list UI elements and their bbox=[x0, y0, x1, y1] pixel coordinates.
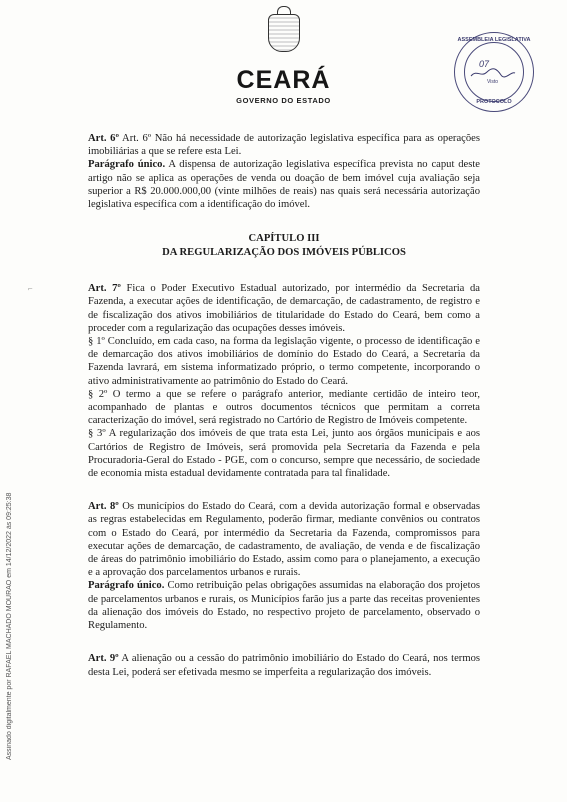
article-7-paragraph-2: § 2º O termo a que se refere o parágrafo anterior, mediante certidão de inteiro teor, acompanhado de plantas e outros documentos técnicos que permitam a correta caracterização do imóvel, será registrado no Cartório de Registro de Imóveis competente. bbox=[88, 388, 480, 427]
article-9-label: Art. 9º bbox=[88, 653, 119, 665]
article-6 bbox=[88, 132, 480, 158]
paragrafo-label: Parágrafo único. bbox=[88, 159, 166, 171]
paragrafo-text: Como retribuição pelas obrigações assumidas na elaboração dos projetos de parcelamentos urbanos e rurais, os Municípios farão jus a parte das receitas provenientes da alienação dos imóveis do Estado, no respectivo projeto de parcelamento, observado o Regulamento. bbox=[88, 580, 480, 632]
digital-signature-note: Assinado digitalmente por RAFAEL MACHADO MOURAO em 14/12/2022 às 09:25:38 bbox=[6, 492, 13, 760]
state-name: CEARÁ bbox=[236, 66, 331, 94]
article-7-text: Fica o Poder Executivo Estadual autorizado, por intermédio da Secretaria da Fazenda, a executar ações de identificação, de demarcação, de cadastramento, de registro e de fiscalização dos ativos imobiliários de titularidade do Estado do Ceará, bem como a proceder com a regularização das ocupações desses imóveis. bbox=[88, 283, 480, 334]
stamp-visto: Visto bbox=[487, 79, 499, 85]
article-7-label: Art. 7º bbox=[88, 283, 121, 295]
government-name: GOVERNO DO ESTADO bbox=[236, 96, 331, 105]
paragrafo-text: A dispensa de autorização legislativa específica prevista no caput deste artigo não se aplica as operações de venda ou doação de bem imóvel cuja avaliação seja superior a R$ 20.000.000,00 (vinte milhões de reais) nas quais será necessária autorização legislativa específica com a identificação do imóvel. bbox=[88, 159, 480, 211]
protocol-stamp bbox=[454, 32, 534, 112]
chapter-title: DA REGULARIZAÇÃO DOS IMÓVEIS PÚBLICOS bbox=[162, 247, 406, 259]
article-6-paragrafo bbox=[88, 158, 480, 211]
article-7 bbox=[88, 282, 480, 335]
chapter-heading bbox=[88, 232, 480, 260]
article-6-text: Art. 6º Não há necessidade de autorização legislativa específica para as operações imobiliárias a que se refere esta Lei. bbox=[88, 133, 480, 158]
stamp-signature-icon bbox=[469, 67, 517, 79]
stamp-ring-text: ASSEMBLEIA LEGISLATIVA bbox=[457, 37, 531, 43]
article-9 bbox=[88, 652, 480, 678]
state-coat-of-arms-icon bbox=[268, 14, 300, 52]
article-8-paragrafo bbox=[88, 579, 480, 632]
article-8-label: Art. 8º bbox=[88, 501, 119, 513]
article-7-paragraph-3: § 3º A regularização dos imóveis de que trata esta Lei, junto aos órgãos municipais e aos Cartórios de Registro de Imóveis, será promovida pela Secretaria da Fazenda e pela Procuradoria-Geral do Estado - PGE, com o concurso, sempre que necessário, de sociedade de economia mista estadual devidamente contratada para tal finalidade. bbox=[88, 428, 480, 480]
article-7-paragraph-1: § 1º Concluído, em cada caso, na forma da legislação vigente, o processo de identificação e de demarcação dos ativos imobiliários de domínio do Estado do Ceará, a Secretaria da Fazenda lavrará, em sistema informatizado próprio, o termo competente, incorporando o ativo administrativamente ao patrimônio do Estado do Ceará. bbox=[88, 336, 480, 387]
scan-mark: ⌐ bbox=[28, 284, 33, 293]
article-6-label: Art. 6º bbox=[88, 133, 119, 144]
chapter-number: CAPÍTULO III bbox=[248, 233, 320, 245]
paragrafo-label: Parágrafo único. bbox=[88, 580, 165, 592]
article-8-text: Os municípios do Estado do Ceará, com a devida autorização formal e observadas as regras estabelecidas em Regulamento, poderão firmar, mediante convênios ou contratos com o Estado do Ceará, por intermédio da Secretaria da Fazenda, compromissos para executar ações de demarcação, de cadastramento, de avaliação, de venda e de fiscalização de áreas do patrimônio imobiliário do Estado, assim como para o planejamento, a execução e a aprovação dos parcelamentos urbanos e rurais. bbox=[88, 501, 480, 579]
document-body bbox=[88, 132, 480, 679]
stamp-date: 07 bbox=[479, 59, 490, 69]
stamp-bottom-text: PROTOCOLO bbox=[476, 99, 512, 105]
article-9-text: A alienação ou a cessão do patrimônio imobiliário do Estado do Ceará, nos termos desta Lei, poderá ser efetivada mesmo se imperfeita a regularização dos imóveis. bbox=[88, 653, 480, 678]
article-8 bbox=[88, 500, 480, 579]
